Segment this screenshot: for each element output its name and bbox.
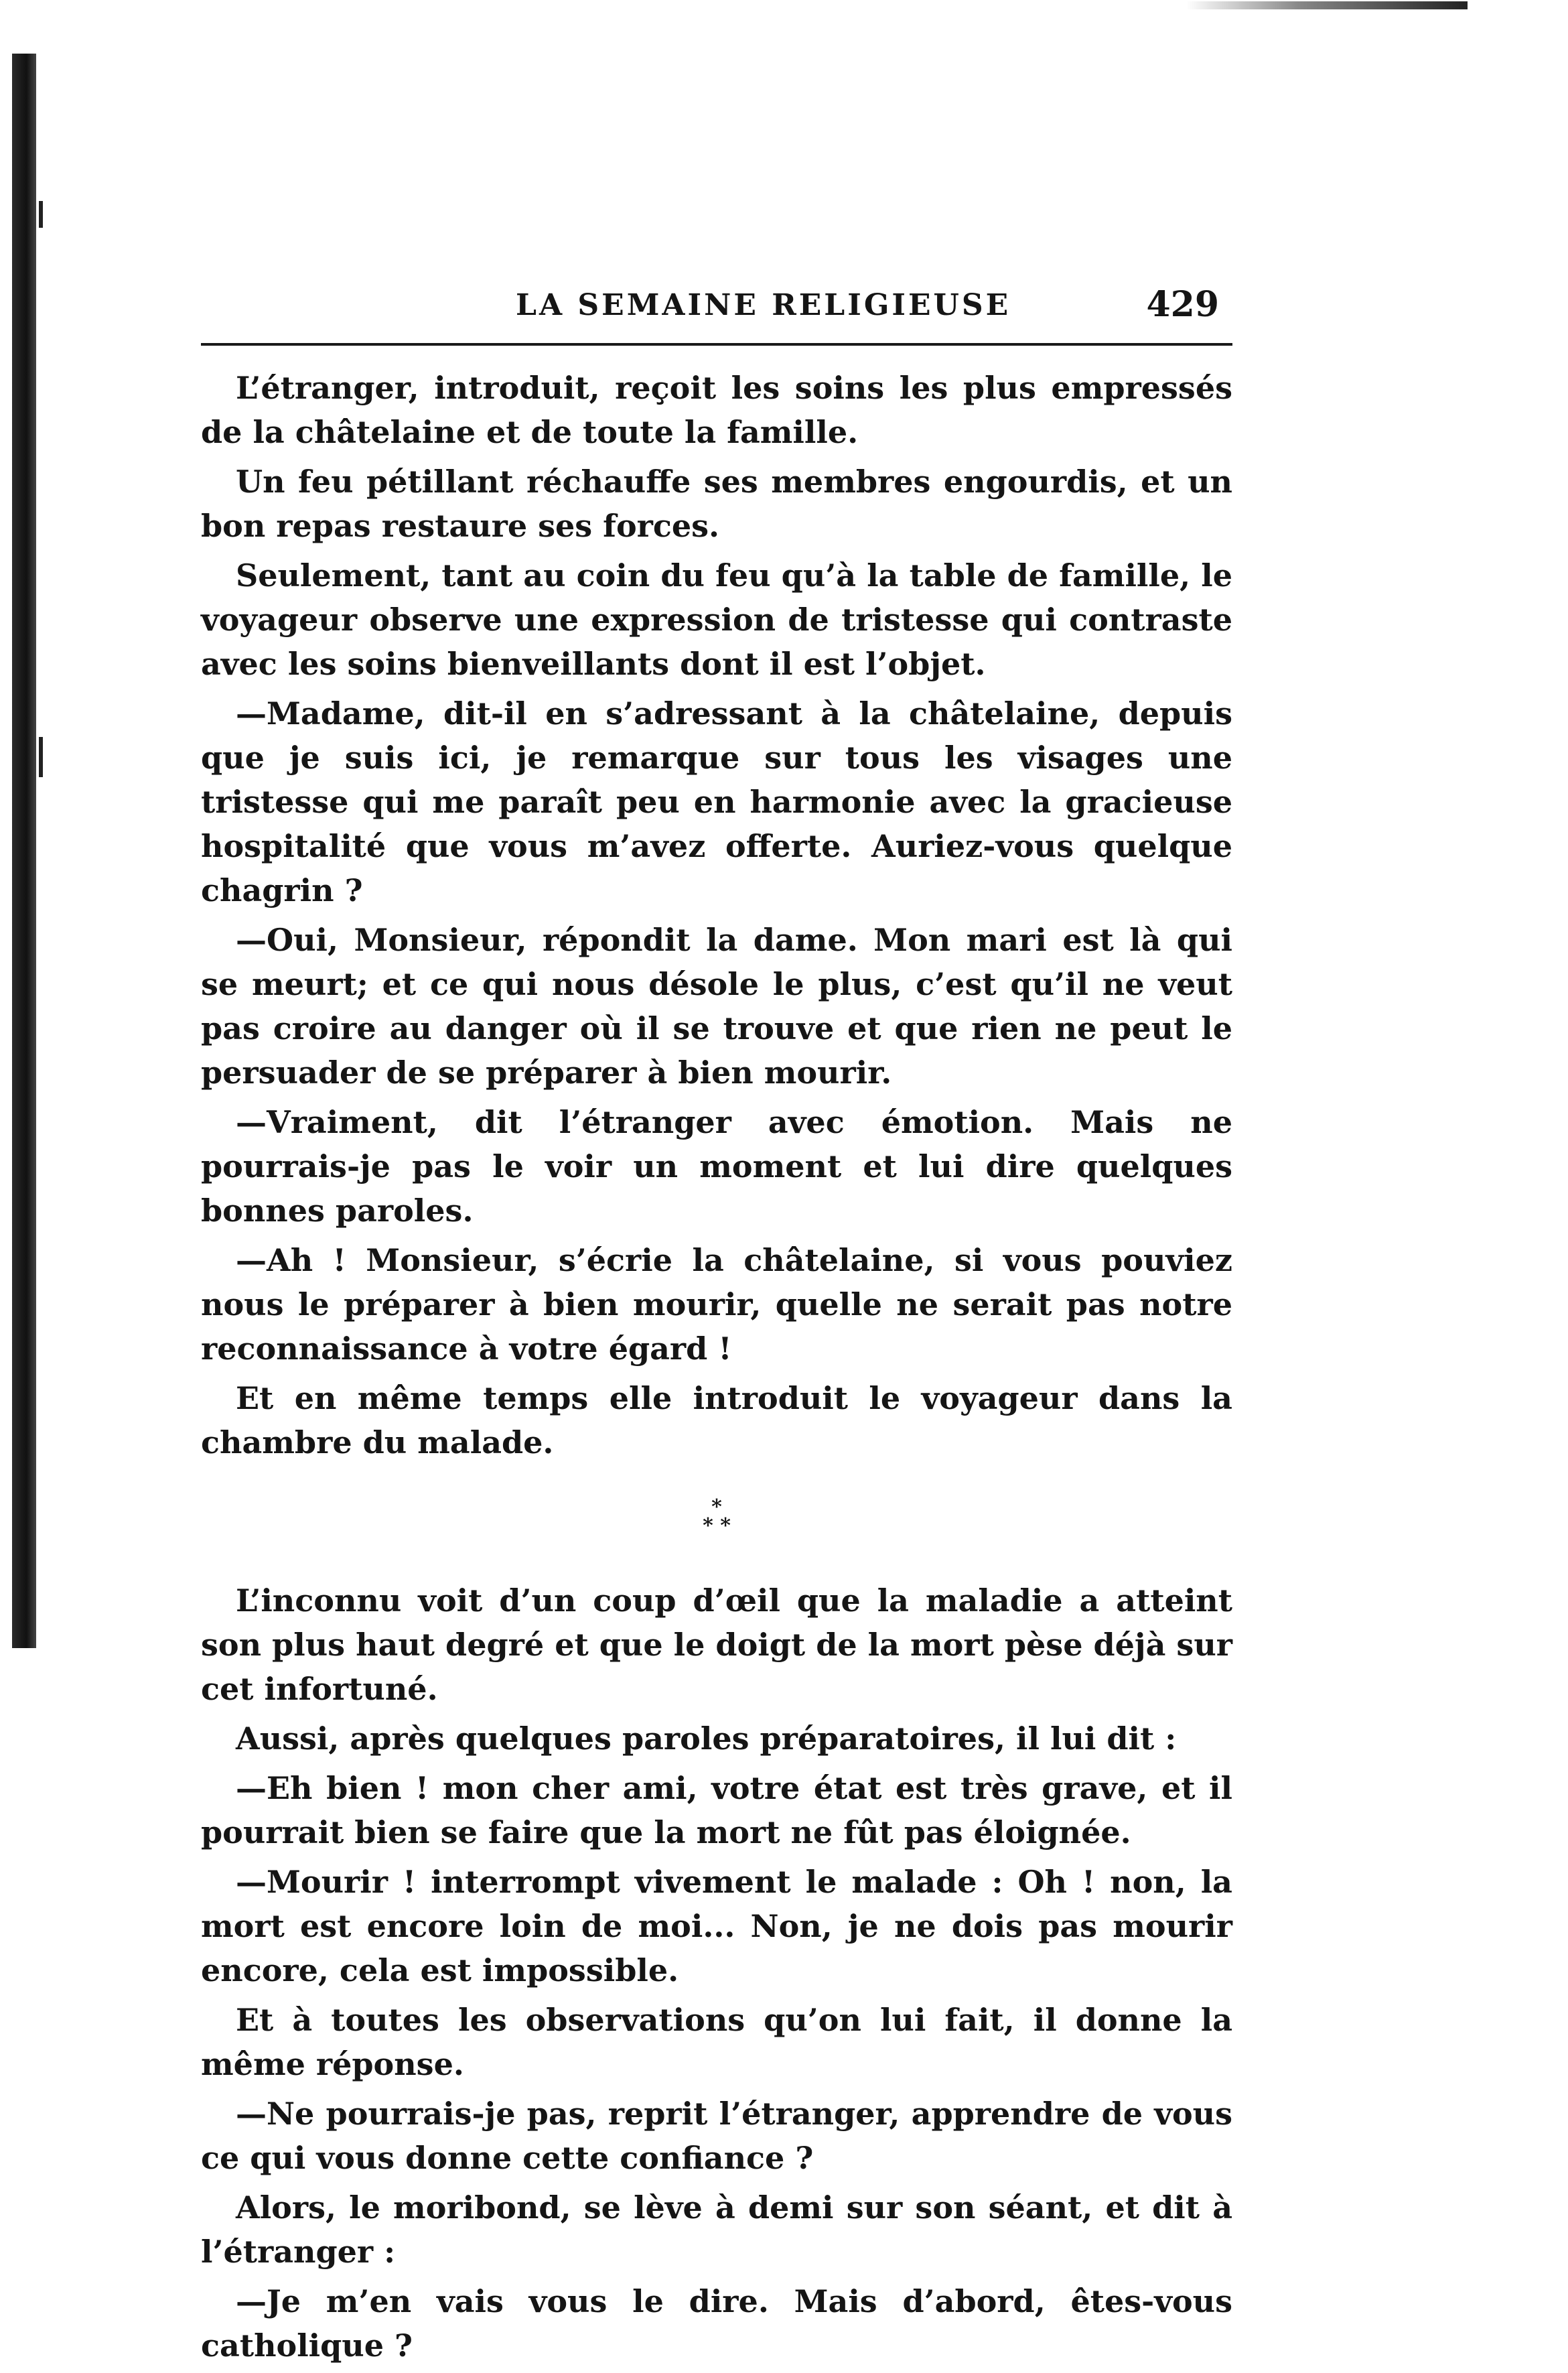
body-text — [201, 366, 1232, 2368]
asterism-bottom: * * — [703, 1514, 731, 1538]
scan-speck — [39, 201, 43, 228]
paragraph: —Eh bien ! mon cher ami, votre état est très grave, et il pourrait bien se faire que la mort ne fût pas éloignée. — [201, 1770, 1232, 1850]
paragraph: Aussi, après quelques paroles préparatoires, il lui dit : — [236, 1720, 1177, 1757]
paragraph: Alors, le moribond, se lève à demi sur son séant, et dit à l’étranger : — [201, 2189, 1232, 2270]
paragraph: —Oui, Monsieur, répondit la dame. Mon mari est là qui se meurt; et ce qui nous désole le plus, c’est qu’il ne veut pas croire au danger où il se trouve et que rien ne peut le persuader de se préparer à bien mourir. — [201, 922, 1232, 1091]
paragraph: Un feu pétillant réchauffe ses membres engourdis, et un bon repas restaure ses forces. — [201, 464, 1232, 544]
paragraph: Et à toutes les observations qu’on lui fait, il donne la même réponse. — [201, 2002, 1232, 2082]
scan-top-streak — [1186, 1, 1468, 9]
running-head — [201, 275, 1232, 328]
page-number: 429 — [1146, 284, 1219, 325]
paragraph: —Je m’en vais vous le dire. Mais d’abord, êtes-vous catholique ? — [201, 2283, 1232, 2364]
paragraph: L’inconnu voit d’un coup d’œil que la maladie a atteint son plus haut degré et que le doigt de la mort pèse déjà sur cet infortuné. — [201, 1582, 1232, 1707]
book-page — [201, 275, 1232, 2373]
scan-speck — [39, 737, 43, 777]
paragraph: —Vraiment, dit l’étranger avec émotion. Mais ne pourrais-je pas le voir un moment et lui dire quelques bonnes paroles. — [201, 1104, 1232, 1229]
section-asterism — [201, 1495, 1232, 1538]
paragraph: —Ne pourrais-je pas, reprit l’étranger, apprendre de vous ce qui vous donne cette confiance ? — [201, 2096, 1232, 2176]
header-rule — [201, 343, 1232, 346]
scan-left-edge — [12, 54, 36, 1648]
paragraph: Seulement, tant au coin du feu qu’à la table de famille, le voyageur observe une expression de tristesse qui contraste avec les soins bienveillants dont il est l’objet. — [201, 557, 1232, 682]
paragraph: —Madame, dit-il en s’adressant à la châtelaine, depuis que je suis ici, je remarque sur tous les visages une tristesse qui me paraît peu en harmonie avec la gracieuse hospitalité que vous m’avez offerte. Auriez-vous quelque chagrin ? — [201, 695, 1232, 908]
running-title: LA SEMAINE RELIGIEUSE — [516, 288, 1011, 322]
paragraph: —Ah ! Monsieur, s’écrie la châtelaine, si vous pouviez nous le préparer à bien mourir, quelle ne serait pas notre reconnaissance à votre égard ! — [201, 1242, 1232, 1367]
asterism-top: * — [711, 1495, 722, 1519]
paragraph: —Mourir ! interrompt vivement le malade : Oh ! non, la mort est encore loin de moi... Non, je ne dois pas mourir encore, cela est impossible. — [201, 1864, 1232, 1988]
paragraph: L’étranger, introduit, reçoit les soins les plus empressés de la châtelaine et de toute la famille. — [201, 370, 1232, 450]
paragraph: Et en même temps elle introduit le voyageur dans la chambre du malade. — [201, 1380, 1232, 1461]
